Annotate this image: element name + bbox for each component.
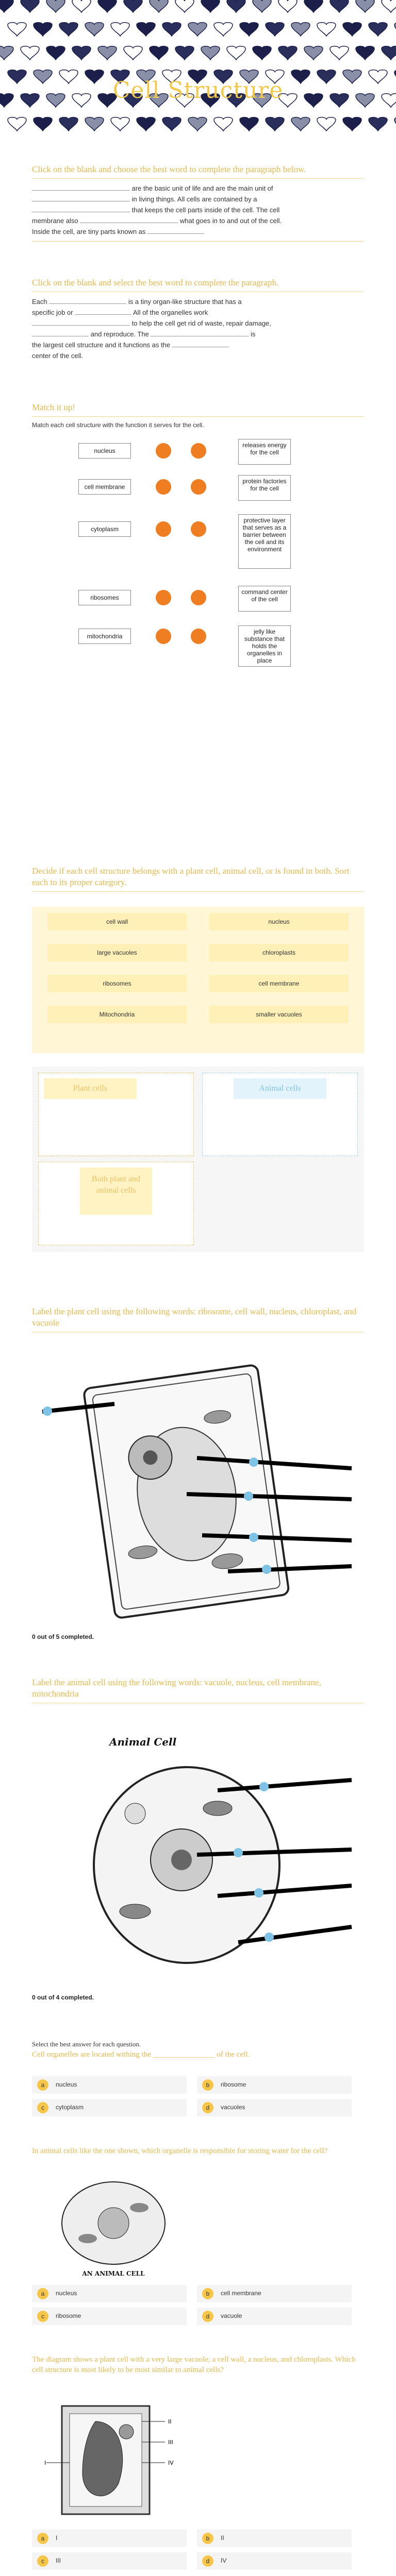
heart-shape [253,0,271,13]
match-connector-left[interactable] [156,629,171,644]
label-target[interactable] [254,1888,263,1897]
heart-shape [137,23,155,37]
match-right-item[interactable]: jelly like substance that holds the organelles in place [238,625,291,667]
answer-option-b[interactable] [197,2285,352,2302]
category-label: Plant cells [44,1078,137,1099]
paragraph-text: Inside the cell, are tiny parts known as [32,228,146,235]
heart-shape [162,23,181,37]
heart-shape [214,23,233,37]
match-connector-right[interactable] [191,590,206,605]
heart-shape [150,0,168,13]
heart-shape [278,0,297,13]
match-row-2 [32,479,364,520]
heart-shape [304,0,323,13]
question-fill-paragraph-1 [32,164,364,242]
question-text: Cell organelles are located withing the ________________ of the cell. [32,2050,250,2059]
match-left-item[interactable]: nucleus [78,443,131,459]
paragraph-text: center of the cell. [32,352,83,360]
blank-5[interactable] [151,330,249,336]
heart-shape [85,117,104,131]
heart-shape [0,46,13,60]
match-right-item[interactable]: releases energy for the cell [238,439,291,465]
question-multiple-choice-1 [32,2039,364,2060]
progress-counter: 0 out of 5 completed. [32,1633,94,1640]
match-connector-left[interactable] [156,590,171,605]
label-target[interactable] [259,1782,269,1791]
option-letter: b [202,2288,213,2299]
animal-cell-figure [52,2177,175,2280]
instruction: Match each cell structure with the function it serves for the cell. [32,421,204,429]
label-target[interactable] [249,1458,258,1467]
category-label: Both plant and animal cells [80,1167,152,1215]
match-row-4 [32,590,364,631]
paragraph-text: what goes in to and out of the cell. [179,217,282,225]
blank-5[interactable] [147,227,204,234]
sort-items-tray [32,907,364,1053]
heart-shape [150,46,168,60]
heart-shape [356,46,374,60]
plant-cell-figure [41,2401,196,2524]
heart-shape [124,0,142,13]
heart-shape [356,0,374,13]
sort-item[interactable]: chloroplasts [209,944,349,961]
answer-option-c[interactable] [32,2308,187,2325]
heart-shape [214,117,233,131]
blank-3[interactable] [32,206,130,212]
question-label-animal-cell [32,1677,364,1703]
paragraph-text: to help the cell get rid of waste, repair damage, [131,319,271,327]
option-letter: b [202,2079,213,2091]
answer-option-c[interactable] [32,2552,187,2570]
match-row-5 [32,629,364,670]
sort-item[interactable]: ribosomes [47,975,187,992]
label-target[interactable] [43,1406,52,1416]
heart-shape [72,0,91,13]
heart-shape [201,46,220,60]
heart-shape [124,46,142,60]
blank-2[interactable] [32,195,130,201]
drop-zone-plant[interactable] [38,1073,194,1156]
heart-shape [266,117,284,131]
header-banner [0,0,396,139]
heart-shape [278,46,297,60]
match-connector-right[interactable] [191,521,206,537]
heart-shape [72,46,91,60]
paragraph-text: are the basic unit of life and are the main unit of [131,184,273,192]
heart-shape [8,23,26,37]
paragraph-text: that keeps the cell parts inside of the cell. The cell [131,206,280,214]
heart-shape [21,0,39,13]
figure-caption: AN ANIMAL CELL [82,2270,145,2277]
answer-option-b[interactable] [197,2530,352,2547]
question-multiple-choice-2 [32,2146,364,2156]
heart-shape [59,117,78,131]
option-letter: c [37,2555,48,2567]
answer-option-a[interactable] [32,2076,187,2094]
heart-shape [317,23,336,37]
paragraph [32,296,364,361]
divider [32,241,364,242]
question-multiple-choice-3 [32,2354,364,2375]
match-connector-left[interactable] [156,479,171,495]
heart-shape [175,46,194,60]
option-text: ribosome [221,2081,246,2088]
figure-label: II [168,2418,172,2425]
match-left-item[interactable]: mitochondria [78,629,131,644]
option-text: IV [221,2557,227,2564]
question-sort [32,866,364,892]
label-target[interactable] [234,1848,243,1857]
match-left-item[interactable]: ribosomes [78,590,131,605]
question-prompt: Click on the blank and select the best word to complete the paragraph. [32,278,279,287]
drop-zone-both[interactable] [38,1162,194,1245]
answer-option-a[interactable] [32,2285,187,2302]
heart-shape [46,0,65,13]
question-text: In animal cells like the one shown, which organelle is responsible for storing water for the cell? [32,2147,328,2155]
option-text: vacuole [221,2312,242,2319]
heart-shape [343,23,361,37]
answer-option-b[interactable] [197,2076,352,2094]
blank-1[interactable] [32,184,130,191]
paragraph [32,183,364,237]
heart-shape [59,23,78,37]
blank-6[interactable] [172,341,229,347]
figure-label: III [168,2439,173,2446]
match-left-item[interactable]: cytoplasm [78,521,131,537]
heart-shape [188,117,207,131]
paragraph-text: the largest cell structure and it functions as the [32,341,171,349]
blank-4[interactable] [32,330,89,336]
question-prompt: Label the animal cell using the following words: vacuole, nucleus, cell membrane, mitochondria [32,1677,321,1699]
question-label-plant-cell [32,1306,364,1332]
label-target[interactable] [262,1565,271,1574]
sort-item[interactable]: Mitochondria [47,1006,187,1023]
option-text: nucleus [56,2290,77,2297]
answer-options [32,2285,364,2328]
question-prompt: Match it up! [32,402,76,412]
figure-label: IV [168,2460,174,2466]
paragraph-text: Each [32,298,47,306]
blank-4[interactable] [80,216,178,223]
question-prompt: Label the plant cell using the following words: ribosome, cell wall, nucleus, chloroplast, and vacuole [32,1307,357,1328]
sort-item[interactable]: nucleus [209,913,349,930]
sort-drop-area [32,1066,364,1252]
heart-shape [382,46,396,60]
heart-shape [330,0,349,13]
heart-pattern [0,0,396,139]
option-letter: a [37,2288,48,2299]
divider [32,891,364,892]
option-text: II [221,2534,224,2541]
option-letter: d [202,2311,213,2322]
answer-options [32,2530,364,2573]
option-text: nucleus [56,2081,77,2088]
label-target[interactable] [249,1533,258,1542]
heart-shape [98,46,117,60]
heart-shape [46,46,65,60]
heart-shape [34,23,52,37]
sort-item[interactable]: cell wall [47,913,187,930]
heart-shape [291,117,310,131]
option-letter: c [37,2311,48,2322]
match-connector-left[interactable] [156,521,171,537]
heart-shape [330,46,349,60]
question-text: The diagram shows a plant cell with a very large vacuole, a cell wall, a nucleus, and chloroplasts. Which cell structure is most likely to be most similar to animal cells? [32,2355,356,2374]
answer-option-c[interactable] [32,2099,187,2116]
divider [32,178,364,179]
sort-item[interactable]: large vacuoles [47,944,187,961]
question-prompt: Decide if each cell structure belongs with a plant cell, animal cell, or is found in both. Sort each to its proper category. [32,866,350,887]
heart-shape [343,117,361,131]
heart-shape [266,23,284,37]
match-connector-right[interactable] [191,479,206,495]
option-letter: a [37,2533,48,2544]
answer-option-d[interactable] [197,2099,352,2116]
paragraph-text: membrane also [32,217,78,225]
match-left-item[interactable]: cell membrane [78,479,131,495]
option-text: ribosome [56,2312,81,2319]
animal-cell-diagram [32,1731,364,1989]
instruction: Select the best answer for each question. [32,2040,141,2048]
match-connector-right[interactable] [191,629,206,644]
paragraph-text: in living things. All cells are contained by a [131,195,257,203]
label-target[interactable] [244,1492,253,1501]
question-prompt: Click on the blank and choose the best word to complete the paragraph below. [32,164,306,174]
heart-shape [111,23,129,37]
progress-counter: 0 out of 4 completed. [32,1994,94,2001]
heart-shape [291,23,310,37]
paragraph-text: is [251,330,256,338]
sort-item[interactable]: smaller vacuoles [209,1006,349,1023]
blank-2[interactable] [75,308,131,315]
option-letter: d [202,2102,213,2113]
heart-shape [201,0,220,13]
heart-shape [111,117,129,131]
answer-option-a[interactable] [32,2530,187,2547]
match-row-3 [32,517,364,563]
divider [32,416,364,417]
match-row-1 [32,438,364,479]
category-label: Animal cells [234,1078,326,1099]
drop-zone-animal[interactable] [202,1073,358,1156]
option-text: vacuoles [221,2104,245,2111]
heart-shape [34,117,52,131]
question-fill-paragraph-2 [32,277,364,361]
blank-1[interactable] [49,297,126,304]
match-right-item[interactable]: protective layer that serves as a barrier between the cell and its environment [238,514,291,569]
plant-cell-diagram [32,1350,364,1638]
option-text: cytoplasm [56,2104,84,2111]
option-text: III [56,2557,61,2564]
heart-shape [369,117,387,131]
heart-shape [8,117,26,131]
heart-shape [0,0,13,13]
option-letter: b [202,2533,213,2544]
paragraph-text: and reproduce. The [90,330,149,338]
match-connector-left[interactable] [156,443,171,459]
option-letter: d [202,2555,213,2567]
heart-shape [227,0,245,13]
answer-option-d[interactable] [197,2308,352,2325]
heart-shape [304,46,323,60]
question-match [32,402,364,835]
option-text: I [56,2534,58,2541]
label-target[interactable] [265,1933,274,1942]
heart-shape [240,23,258,37]
heart-shape [98,0,117,13]
heart-shape [382,0,396,13]
match-connector-right[interactable] [191,443,206,459]
answer-option-d[interactable] [197,2552,352,2570]
match-right-item[interactable]: protein factories for the cell [238,475,291,501]
figure-label: I [44,2460,46,2466]
heart-shape [175,0,194,13]
heart-shape [240,117,258,131]
blank-3[interactable] [32,319,130,326]
heart-shape [369,23,387,37]
heart-shape [317,117,336,131]
option-text: cell membrane [221,2290,261,2297]
option-letter: c [37,2102,48,2113]
heart-shape [227,46,245,60]
diagram-title: Animal Cell [109,1736,177,1748]
paragraph-text: specific job or [32,309,73,316]
paragraph-text: is a tiny organ-like structure that has a [128,298,242,306]
paragraph-text: All of the organelles work [133,309,208,316]
option-letter: a [37,2079,48,2091]
page-title: Cell Structure [112,77,284,104]
heart-shape [188,23,207,37]
heart-shape [137,117,155,131]
match-right-item[interactable]: command center of the cell [238,586,291,612]
heart-shape [253,46,271,60]
answer-options [32,2076,364,2120]
sort-item[interactable]: cell membrane [209,975,349,992]
heart-shape [85,23,104,37]
heart-shape [162,117,181,131]
heart-shape [21,46,39,60]
